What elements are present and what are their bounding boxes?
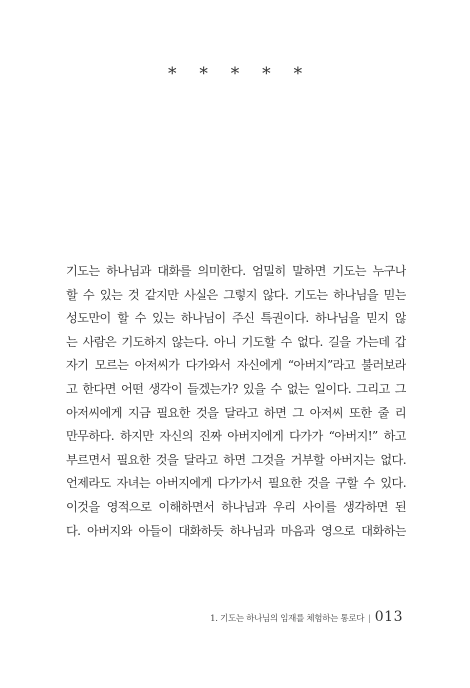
asterisk: * <box>293 64 303 84</box>
body-paragraph <box>66 260 406 543</box>
text-line: 기도는 하나님과 대화를 의미한다. 엄밀히 말하면 기도는 누구나 <box>66 264 406 278</box>
text-line: 부르면서 필요한 것을 달라고 하면 그것을 거부할 아버지는 없다. <box>66 452 406 467</box>
text-line: 성도만이 할 수 있는 하나님이 주신 특권이다. 하나님을 믿지 않 <box>66 311 406 326</box>
chapter-title: 1. 기도는 하나님의 임재를 체험하는 통로다 <box>210 614 365 624</box>
text-line: 는 사람은 기도하지 않는다. 아니 기도할 수 없다. 길을 가는데 갑 <box>66 334 406 349</box>
text-line: 이것을 영적으로 이해하면서 하나님과 우리 사이를 생각하면 된 <box>66 499 406 514</box>
text-line: 아저씨에게 지금 필요한 것을 달라고 하면 그 아저씨 또한 줄 리 <box>66 405 406 420</box>
asterisk: * <box>199 64 208 84</box>
asterisk: * <box>167 64 177 84</box>
text-line: 만무하다. 하지만 자신의 진짜 아버지에게 다가가 “아버지!” 하고 <box>66 429 406 444</box>
text-line: 다. 아버지와 아들이 대화하듯 하나님과 마음과 영으로 대화하는 <box>66 523 406 538</box>
asterisk: * <box>262 64 271 84</box>
section-divider <box>0 64 470 84</box>
text-line: 자기 모르는 아저씨가 다가와서 자신에게 “아버지”라고 불러보라 <box>66 358 406 373</box>
text-line: 언제라도 자녀는 아버지에게 다가가서 필요한 것을 구할 수 있다. <box>66 476 406 491</box>
asterisk: * <box>230 64 240 84</box>
running-footer <box>0 609 403 625</box>
text-line: 고 한다면 어떤 생각이 들겠는가? 있을 수 없는 일이다. 그리고 그 <box>66 381 406 396</box>
text-line: 할 수 있는 것 같지만 사실은 그렇지 않다. 기도는 하나님을 믿는 <box>66 287 406 302</box>
page-number: 013 <box>374 609 403 625</box>
footer-separator: | <box>368 614 371 624</box>
